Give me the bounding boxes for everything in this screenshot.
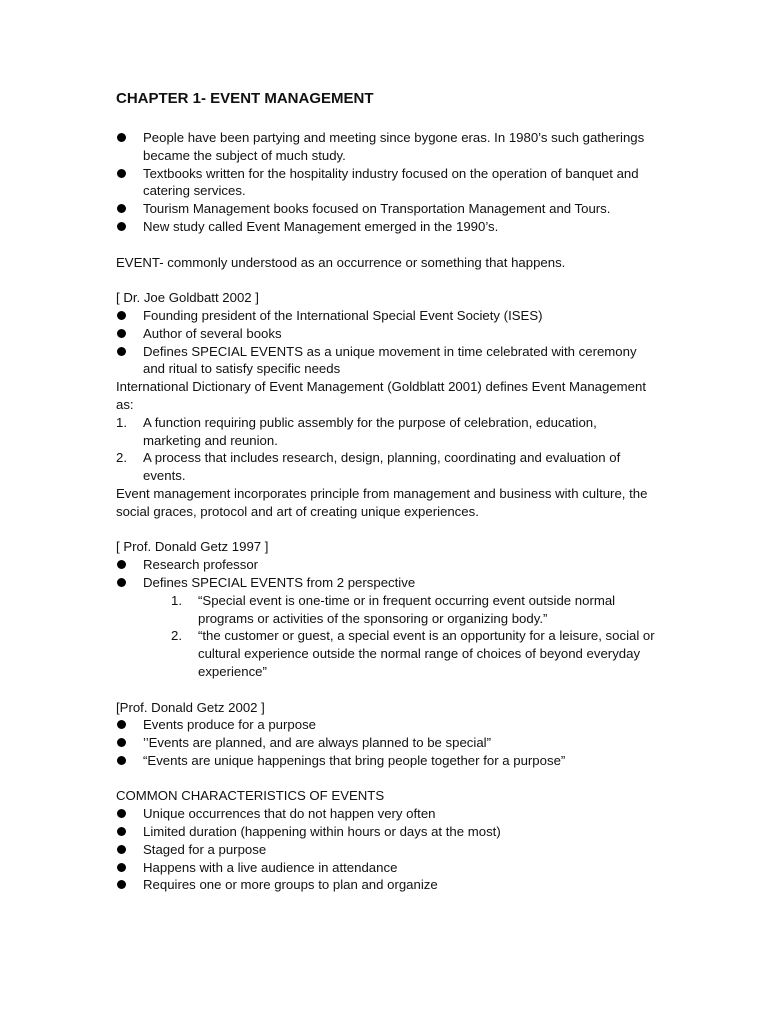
- spacer: [116, 681, 658, 699]
- goldbatt-numbered-list: [116, 414, 658, 485]
- getz1997-numbered-list: [116, 592, 658, 681]
- getz2002-heading: [Prof. Donald Getz 2002 ]: [116, 699, 265, 715]
- getz1997-heading: [ Prof. Donald Getz 1997 ]: [116, 539, 269, 555]
- list-item: Defines SPECIAL EVENTS from 2 perspective: [116, 574, 658, 592]
- numbered-item: [171, 627, 658, 680]
- item-text: A process that includes research, design, planning, coordinating and evaluation of events.: [143, 450, 621, 484]
- getz2002-bullet-list: [116, 716, 658, 769]
- list-item: ’’Events are planned, and are always planned to be special”: [116, 734, 658, 752]
- numbered-item: [171, 592, 658, 628]
- list-item: “Events are unique happenings that bring people together for a purpose”: [116, 752, 658, 770]
- getz1997-bullet-list: [116, 556, 658, 592]
- event-definition: EVENT- commonly understood as an occurrence or something that happens.: [116, 254, 566, 270]
- spacer: [116, 521, 658, 539]
- goldbatt-heading: [ Dr. Joe Goldbatt 2002 ]: [116, 290, 259, 306]
- spacer: [116, 236, 658, 254]
- item-number: 2.: [171, 628, 182, 644]
- list-item: Staged for a purpose: [116, 841, 658, 859]
- list-item: Tourism Management books focused on Transportation Management and Tours.: [116, 200, 658, 218]
- chapter-title: CHAPTER 1- EVENT MANAGEMENT: [116, 90, 374, 107]
- list-item: Requires one or more groups to plan and organize: [116, 876, 658, 894]
- numbered-item: [116, 414, 658, 450]
- list-item: Unique occurrences that do not happen very often: [116, 805, 658, 823]
- intro-bullet-list: [116, 129, 658, 236]
- characteristics-heading: COMMON CHARACTERISTICS OF EVENTS: [116, 788, 385, 804]
- numbered-item: [116, 449, 658, 485]
- list-item: New study called Event Management emerged in the 1990’s.: [116, 218, 658, 236]
- item-number: 1.: [116, 414, 127, 430]
- list-item: Happens with a live audience in attendance: [116, 859, 658, 877]
- list-item: Research professor: [116, 556, 658, 574]
- dictionary-intro: International Dictionary of Event Management (Goldblatt 2001) defines Event Management as:: [116, 379, 647, 412]
- list-item: Textbooks written for the hospitality industry focused on the operation of banquet and catering services.: [116, 165, 658, 201]
- spacer: [116, 271, 658, 289]
- list-item: Author of several books: [116, 325, 658, 343]
- item-text: “Special event is one-time or in frequent occurring event outside normal programs or activities of the sponsoring or organizing body.”: [198, 592, 616, 626]
- list-item: Founding president of the International Special Event Society (ISES): [116, 307, 658, 325]
- list-item: Events produce for a purpose: [116, 716, 658, 734]
- list-item: Limited duration (happening within hours or days at the most): [116, 823, 658, 841]
- characteristics-bullet-list: [116, 805, 658, 894]
- item-number: 1.: [171, 592, 182, 608]
- item-text: “the customer or guest, a special event is an opportunity for a leisure, social or cultural experience outside the normal range of choices of beyond everyday experience”: [198, 628, 655, 679]
- spacer: [116, 770, 658, 788]
- list-item: People have been partying and meeting since bygone eras. In 1980’s such gatherings became the subject of much study.: [116, 129, 658, 165]
- goldbatt-closing: Event management incorporates principle from management and business with culture, the social graces, protocol and art of creating unique experiences.: [116, 485, 648, 519]
- list-item: Defines SPECIAL EVENTS as a unique movement in time celebrated with ceremony and ritual to satisfy specific needs: [116, 343, 658, 379]
- item-number: 2.: [116, 450, 127, 466]
- goldbatt-bullet-list: [116, 307, 658, 378]
- item-text: A function requiring public assembly for the purpose of celebration, education, marketing and reunion.: [143, 414, 597, 448]
